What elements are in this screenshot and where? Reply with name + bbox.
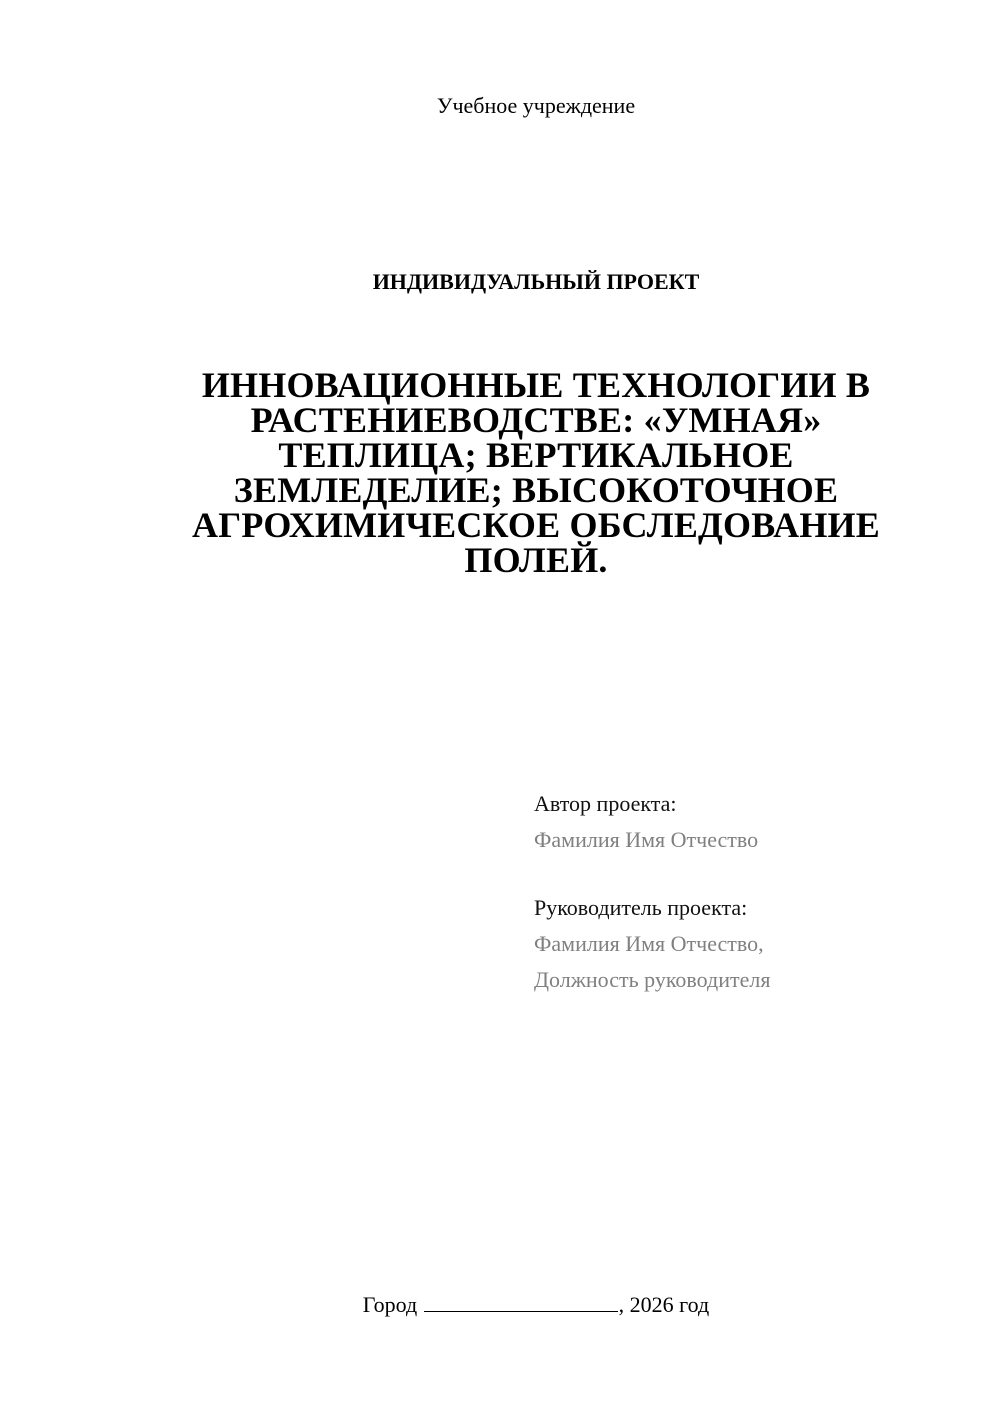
project-title-line: ПОЛЕЙ. — [464, 540, 608, 580]
project-title-line: АГРОХИМИЧЕСКОЕ ОБСЛЕДОВАНИЕ — [192, 505, 880, 545]
project-title-line: РАСТЕНИЕВОДСТВЕ: «УМНАЯ» — [250, 400, 822, 440]
city-blank-line — [424, 1291, 618, 1312]
supervisor-name-placeholder: Фамилия Имя Отчество, — [534, 931, 764, 956]
year-text: , 2026 год — [618, 1292, 710, 1317]
footer-city-year — [0, 1290, 1000, 1320]
project-title — [150, 365, 922, 580]
author-block — [534, 786, 954, 858]
author-name-placeholder: Фамилия Имя Отчество — [534, 827, 759, 852]
city-label: Город — [362, 1292, 418, 1317]
supervisor-label: Руководитель проекта: — [534, 895, 748, 920]
project-title-line: ИННОВАЦИОННЫЕ ТЕХНОЛОГИИ В — [201, 365, 871, 405]
author-label: Автор проекта: — [534, 791, 677, 816]
project-title-line: ТЕПЛИЦА; ВЕРТИКАЛЬНОЕ — [278, 435, 794, 475]
supervisor-position-placeholder: Должность руководителя — [534, 967, 771, 992]
institution-name: Учебное учреждение — [436, 93, 636, 118]
project-title-line: ЗЕМЛЕДЕЛИЕ; ВЫСОКОТОЧНОЕ — [233, 470, 839, 510]
supervisor-block — [534, 890, 954, 998]
project-type-heading: ИНДИВИДУАЛЬНЫЙ ПРОЕКТ — [372, 269, 700, 294]
